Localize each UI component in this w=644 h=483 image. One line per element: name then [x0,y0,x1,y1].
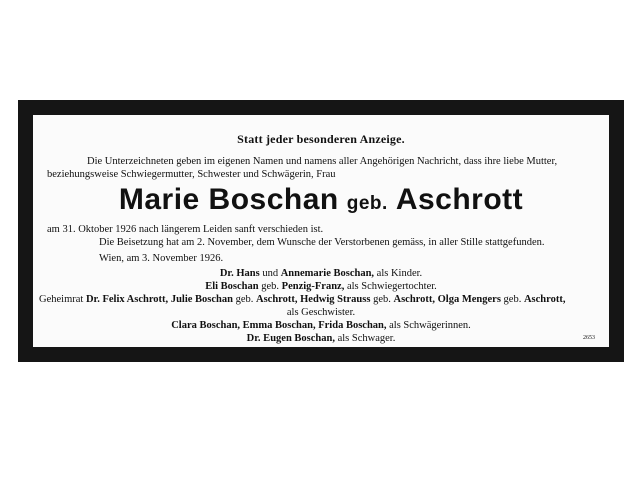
death-line: am 31. Oktober 1926 nach längerem Leiden sanft verschieden ist. [47,224,324,235]
signatory-siblings-role: als Geschwister. [286,307,356,318]
notice-heading: Statt jeder besonderen Anzeige. [237,132,405,146]
deceased-first-last: Marie Boschan [118,183,339,216]
deceased-name [33,185,609,215]
ad-number: 2653 [583,335,595,341]
notice-body [33,115,609,347]
mourning-border [18,100,624,362]
place-date: Wien, am 3. November 1926. [99,253,224,264]
funeral-line: Die Beisetzung hat am 2. November, dem Wunsche der Verstorbenen gemäss, in aller Stille stattgefunden. [99,237,545,248]
deceased-maiden-name: Aschrott [395,183,524,216]
signatory-brother-in-law: Dr. Eugen Boschan, als Schwager. [246,333,396,344]
deceased-geb: geb. [346,193,388,214]
signatory-siblings: Geheimrat Dr. Felix Aschrott, Julie Boschan geb. Aschrott, Hedwig Strauss geb. Aschrott, Olga Mengers geb. Aschrott, [39,294,566,305]
intro-paragraph: Die Unterzeichneten geben im eigenen Namen und namens aller Angehörigen Nachricht, dass ihre liebe Mutter, beziehungsweise Schwiegermutter, Schwester und Schwägerin, Frau [47,156,558,180]
signatory-sisters-in-law: Clara Boschan, Emma Boschan, Frida Boschan, als Schwägerinnen. [171,320,471,331]
signatory-children: Dr. Hans und Annemarie Boschan, als Kinder. [219,268,423,279]
signatory-daughter-in-law: Eli Boschan geb. Penzig-Franz, als Schwiegertochter. [205,281,437,292]
